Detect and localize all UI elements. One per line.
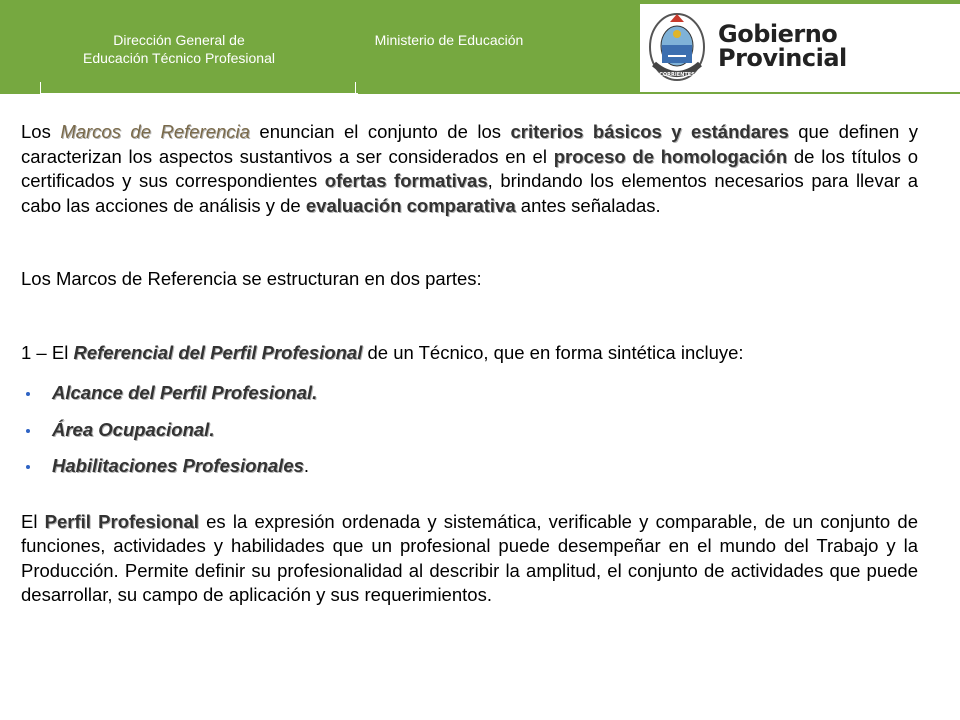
p1-emphasis-marcos: Marcos de Referencia xyxy=(60,121,250,142)
bullet-label: Alcance del Perfil Profesional xyxy=(52,382,313,403)
p1-text-4: de los títulos o certificados y sus correspondientes xyxy=(21,145,918,191)
list-item xyxy=(21,454,918,479)
gobierno-provincial-logo-text xyxy=(718,22,918,70)
p3-text-1: 1 – El xyxy=(21,341,74,363)
bullet-dot-icon xyxy=(26,465,30,469)
p3-text-2: de un Técnico, que en forma sintética incluye: xyxy=(362,341,744,363)
p1-text-2: enuncian el conjunto de los xyxy=(249,121,511,142)
bullet-label: Área Ocupacional xyxy=(52,418,210,440)
bullet-list xyxy=(21,381,918,479)
seal-text: CORRIENTES xyxy=(659,72,695,78)
bullet-dot-icon xyxy=(26,392,30,396)
logo-line-2: Provincial xyxy=(718,44,847,72)
p1-text-6: antes señaladas. xyxy=(515,194,661,216)
bullet-suffix: . xyxy=(303,455,310,476)
list-item xyxy=(21,418,918,443)
p1-text-5: , brindando los elementos necesarios para llevar a cabo las acciones de análisis y de xyxy=(21,170,919,216)
ministry-title: Ministerio de Educación xyxy=(374,32,524,48)
bullet-suffix: . xyxy=(312,382,318,403)
list-item xyxy=(21,381,918,406)
paragraph-part-one xyxy=(21,341,918,366)
p1-emphasis-homologacion: proceso de homologación xyxy=(553,145,788,167)
bullet-suffix: . xyxy=(209,418,215,440)
paragraph-perfil-definition xyxy=(21,510,918,608)
p1-text-1: Los xyxy=(21,121,61,142)
directorate-line-2: Educación Técnico Profesional xyxy=(83,50,275,66)
slide-body xyxy=(21,120,918,608)
corrientes-seal-icon xyxy=(648,12,706,82)
p1-emphasis-ofertas: ofertas formativas xyxy=(324,170,488,191)
paragraph-structure: Los Marcos de Referencia se estructuran en dos partes: xyxy=(21,268,482,289)
bullet-dot-icon xyxy=(26,429,30,433)
header-underline xyxy=(40,93,358,94)
directorate-line-1: Dirección General de xyxy=(113,32,245,48)
p4-text-2: es la expresión ordenada y sistemática, verificable y comparable, de un conjunto de funciones, actividades y habilidades que un profesional puede desempeñar en el mundo del Trabajo y la Producción. Permite definir su profesionalidad al describir la amplitud, el conjunto de actividades que puede desarrollar, su campo de aplicación y sus requerimientos. xyxy=(21,510,918,605)
p1-emphasis-criterios: criterios básicos y estándares xyxy=(510,121,789,142)
p1-text-3: que definen y caracterizan los aspectos sustantivos a ser considerados en el xyxy=(21,121,918,167)
bullet-label: Habilitaciones Profesionales xyxy=(52,455,304,476)
p1-emphasis-evaluacion: evaluación comparativa xyxy=(305,194,516,216)
p4-emphasis-perfil: Perfil Profesional xyxy=(44,510,199,532)
logo-line-1: Gobierno xyxy=(718,20,838,48)
directorate-title xyxy=(50,31,308,67)
p4-text-1: El xyxy=(21,510,45,532)
p3-emphasis-referencial: Referencial del Perfil Profesional xyxy=(73,341,363,363)
paragraph-marcos-intro xyxy=(21,120,918,218)
